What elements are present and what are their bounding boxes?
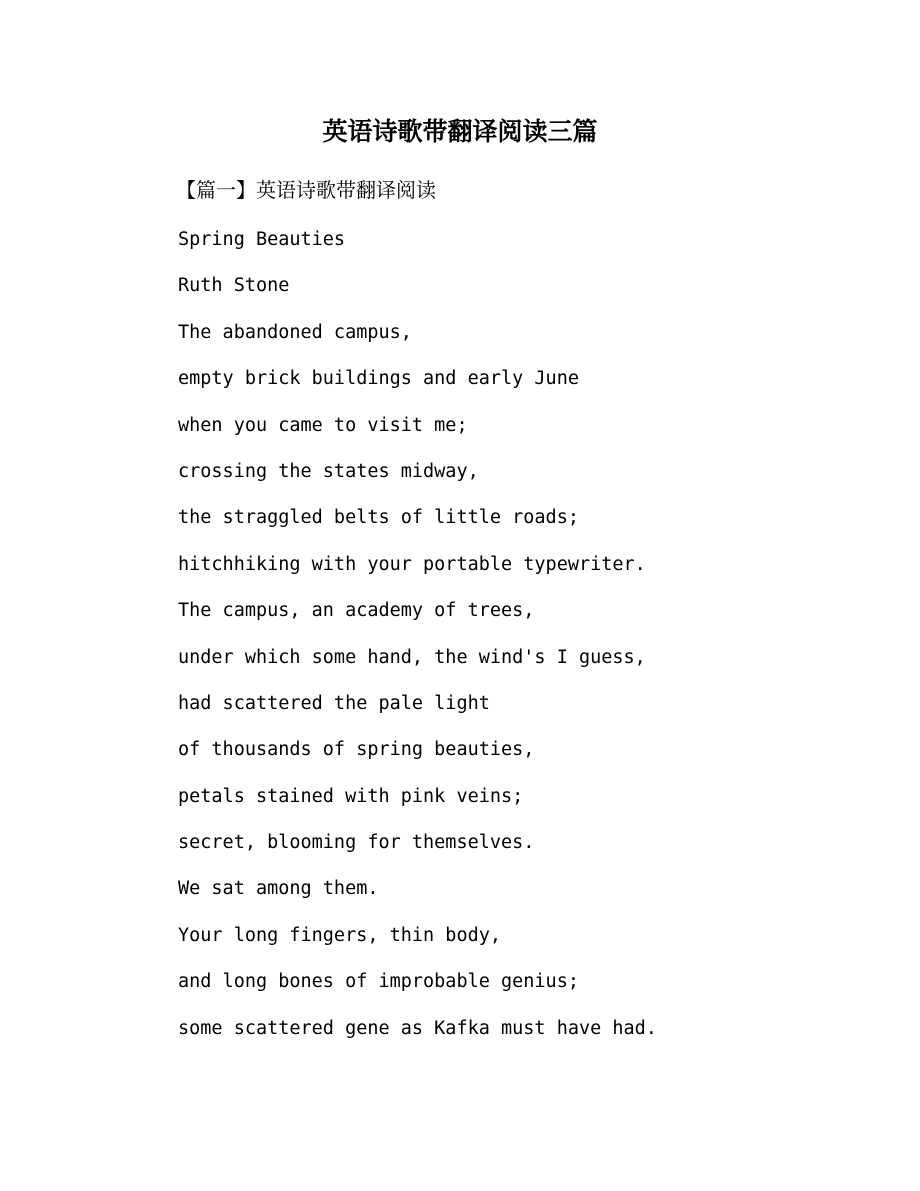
poem-line: secret, blooming for themselves.: [178, 832, 535, 854]
poem-line: some scattered gene as Kafka must have had.: [178, 1017, 657, 1039]
poem-line: empty brick buildings and early June: [178, 368, 579, 390]
poem-line: The abandoned campus,: [178, 321, 412, 343]
poem-author: Ruth Stone: [178, 275, 290, 297]
poem-line: the straggled belts of little roads;: [178, 507, 579, 529]
section-heading: 【篇一】英语诗歌带翻译阅读: [176, 178, 436, 202]
poem-line: of thousands of spring beauties,: [178, 739, 535, 761]
poem-line: hitchhiking with your portable typewriter.: [178, 553, 646, 575]
poem-title: Spring Beauties: [178, 229, 346, 250]
poem-line: We sat among them.: [178, 878, 379, 900]
poem-line: had scattered the pale light: [178, 692, 490, 714]
poem-line: Your long fingers, thin body,: [178, 924, 502, 946]
poem-line: crossing the states midway,: [178, 460, 479, 482]
poem-line: The campus, an academy of trees,: [178, 600, 535, 622]
document-title: 英语诗歌带翻译阅读三篇: [322, 117, 598, 146]
poem-line: under which some hand, the wind's I guess,: [178, 646, 646, 668]
poem-line: and long bones of improbable genius;: [178, 971, 579, 993]
poem-line: petals stained with pink veins;: [178, 785, 524, 807]
poem-line: when you came to visit me;: [178, 414, 468, 436]
poem-body: [178, 224, 878, 1059]
